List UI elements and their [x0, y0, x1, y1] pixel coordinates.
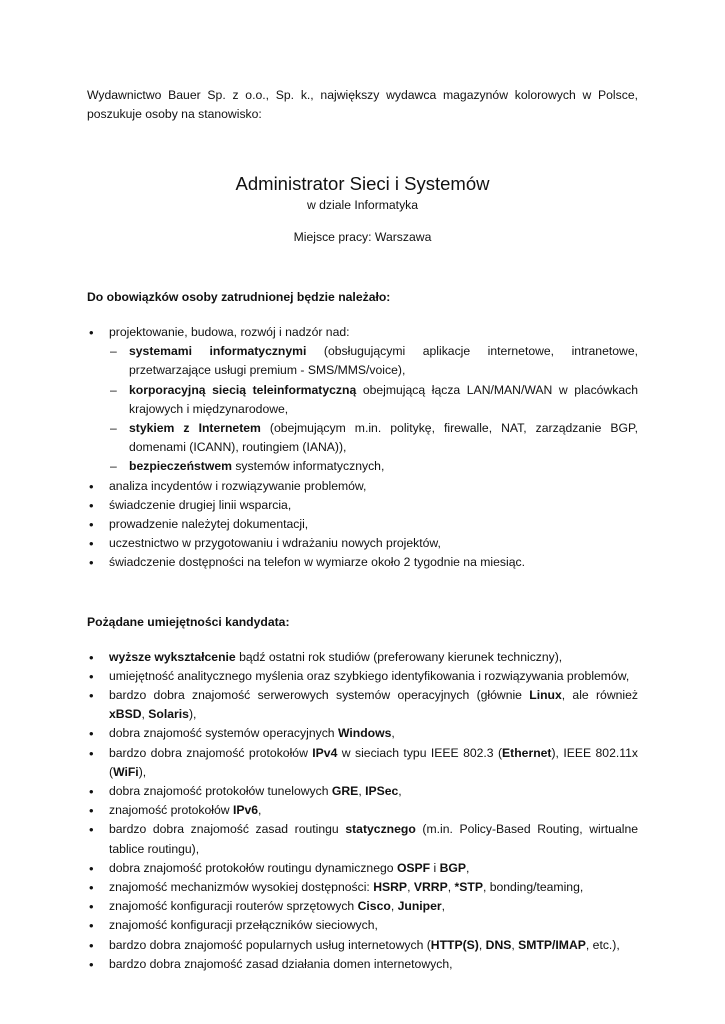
bold-term: IPSec	[365, 784, 399, 799]
list-item	[87, 897, 638, 916]
document-page	[87, 86, 638, 974]
list-item-text: ,	[358, 784, 366, 799]
list-item-text: bądź ostatni rok studiów (preferowany kierunek techniczny),	[235, 649, 563, 664]
list-item-text: obejmującą łącza LAN/MAN/WAN w placówkach krajowych i międzynarodowe,	[129, 382, 638, 416]
list-item-text: bardzo dobra znajomość protokołów	[109, 745, 313, 760]
list-item: • umiejętność analitycznego myślenia oraz szybkiego identyfikowania i rozwiązywania problemów,	[87, 667, 638, 686]
bold-term: HSRP	[373, 880, 408, 895]
list-item	[87, 782, 638, 801]
bold-term: DNS	[485, 937, 512, 952]
bold-term: IPv4	[312, 745, 338, 760]
list-item	[109, 381, 638, 419]
bold-term: *STP	[454, 880, 483, 895]
skills-list	[87, 648, 638, 974]
bold-term: korporacyjną siecią teleinformatyczną	[129, 382, 357, 397]
list-item-text: ), IEEE 802.11x (	[109, 745, 638, 779]
list-item-text: systemów informatycznych,	[231, 459, 385, 474]
list-item	[109, 342, 638, 380]
bold-term: systemami informatycznymi	[129, 344, 307, 359]
list-item-text: , etc.),	[585, 937, 620, 952]
bold-term: GRE	[331, 784, 359, 799]
bold-term: OSPF	[396, 860, 431, 875]
list-item	[87, 323, 638, 477]
list-item	[87, 686, 638, 724]
bold-term: Linux	[529, 688, 562, 703]
bold-term: SMTP/IMAP	[518, 937, 586, 952]
bold-term: BGP	[439, 860, 467, 875]
bold-term: Solaris	[148, 707, 189, 722]
list-item: • świadczenie dostępności na telefon w wymiarze około 2 tygodnie na miesiąc.	[87, 553, 638, 572]
list-item-text: (obejmującym m.in. politykę, firewalle, NAT, zarządzanie BGP, domenami (ICANN), routingiem (IANA)),	[129, 421, 638, 455]
bold-term: Juniper	[397, 899, 442, 914]
duties-list	[87, 323, 638, 573]
bold-term: VRRP	[413, 880, 448, 895]
list-item-text: ,	[398, 784, 402, 799]
bold-term: Windows	[337, 726, 392, 741]
list-item: • znajomość konfiguracji przełączników sieciowych,	[87, 916, 638, 935]
duties-heading: Do obowiązków osoby zatrudnionej będzie należało:	[87, 290, 391, 304]
bold-term: HTTP(S)	[430, 937, 479, 952]
list-item-text: znajomość mechanizmów wysokiej dostępności:	[109, 880, 374, 895]
list-item	[87, 801, 638, 820]
list-item-text: ,	[478, 937, 486, 952]
list-item-text: w sieciach typu IEEE 802.3 (	[337, 745, 503, 760]
list-item: • bardzo dobra znajomość zasad działania domen internetowych,	[87, 955, 638, 974]
list-item-text: znajomość konfiguracji routerów sprzętowych	[109, 899, 358, 914]
bold-term: Cisco	[357, 899, 391, 914]
list-item-text: i	[430, 860, 440, 875]
list-item-text: ,	[447, 880, 455, 895]
list-item-text: bardzo dobra znajomość popularnych usług internetowych (	[109, 937, 431, 952]
list-item-text: ,	[511, 937, 519, 952]
list-item-text: , ale również	[561, 688, 638, 703]
list-item-text: ,	[390, 899, 398, 914]
job-title: Administrator Sieci i Systemów	[235, 173, 490, 194]
intro-paragraph: Wydawnictwo Bauer Sp. z o.o., Sp. k., największy wydawca magazynów kolorowych w Polsce, poszukuje osoby na stanowisko:	[87, 88, 638, 121]
bold-term: WiFi	[113, 764, 139, 779]
list-item	[87, 744, 638, 782]
bold-term: IPv6	[232, 803, 259, 818]
list-item: • uczestnictwo w przygotowaniu i wdrażaniu nowych projektów,	[87, 534, 638, 553]
list-item-text: dobra znajomość protokołów tunelowych	[109, 784, 332, 799]
duties-sublist	[109, 342, 638, 476]
list-item-text: , bonding/teaming,	[482, 880, 584, 895]
department-line: w dziale Informatyka	[306, 198, 419, 212]
location-line: Miejsce pracy: Warszawa	[293, 230, 432, 244]
list-item	[87, 648, 638, 667]
list-item-text: ,	[391, 726, 395, 741]
list-item-text: ,	[407, 880, 414, 895]
list-item-text: dobra znajomość protokołów routingu dynamicznego	[109, 860, 397, 875]
list-item-text: ,	[466, 860, 470, 875]
list-item-text: ),	[188, 707, 197, 722]
list-item	[87, 936, 638, 955]
list-item-text: ,	[258, 803, 262, 818]
list-item-text: bardzo dobra znajomość zasad routingu	[109, 822, 346, 837]
list-item: • prowadzenie należytej dokumentacji,	[87, 515, 638, 534]
list-item	[109, 419, 638, 457]
list-item-text: ),	[138, 764, 147, 779]
list-item-text: ,	[141, 707, 149, 722]
list-item-text: znajomość protokołów	[109, 803, 233, 818]
list-item	[109, 457, 638, 476]
bold-term: xBSD	[109, 707, 142, 722]
bold-term: Ethernet	[502, 745, 552, 760]
bold-term: stykiem z Internetem	[129, 421, 261, 436]
list-item-text: bardzo dobra znajomość serwerowych systemów operacyjnych (głównie	[109, 688, 530, 703]
bold-term: statycznego	[345, 822, 416, 837]
list-item: • analiza incydentów i rozwiązywanie problemów,	[87, 477, 638, 496]
list-item	[87, 859, 638, 878]
bold-term: wyższe wykształcenie	[109, 649, 236, 664]
list-item-text: ,	[441, 899, 446, 914]
list-item-text: (obsługującymi aplikacje internetowe, intranetowe, przetwarzające usługi premium - SMS/MMS/voice),	[129, 344, 638, 378]
bold-term: bezpieczeństwem	[129, 459, 232, 474]
list-item: • świadczenie drugiej linii wsparcia,	[87, 496, 638, 515]
list-item-text: (m.in. Policy-Based Routing, wirtualne tablice routingu),	[109, 822, 639, 856]
list-item	[87, 820, 638, 858]
list-item	[87, 724, 638, 743]
list-item	[87, 878, 638, 897]
list-item-text: dobra znajomość systemów operacyjnych	[109, 726, 338, 741]
list-item-text: projektowanie, budowa, rozwój i nadzór nad:	[109, 325, 350, 339]
skills-heading: Pożądane umiejętności kandydata:	[87, 614, 290, 629]
